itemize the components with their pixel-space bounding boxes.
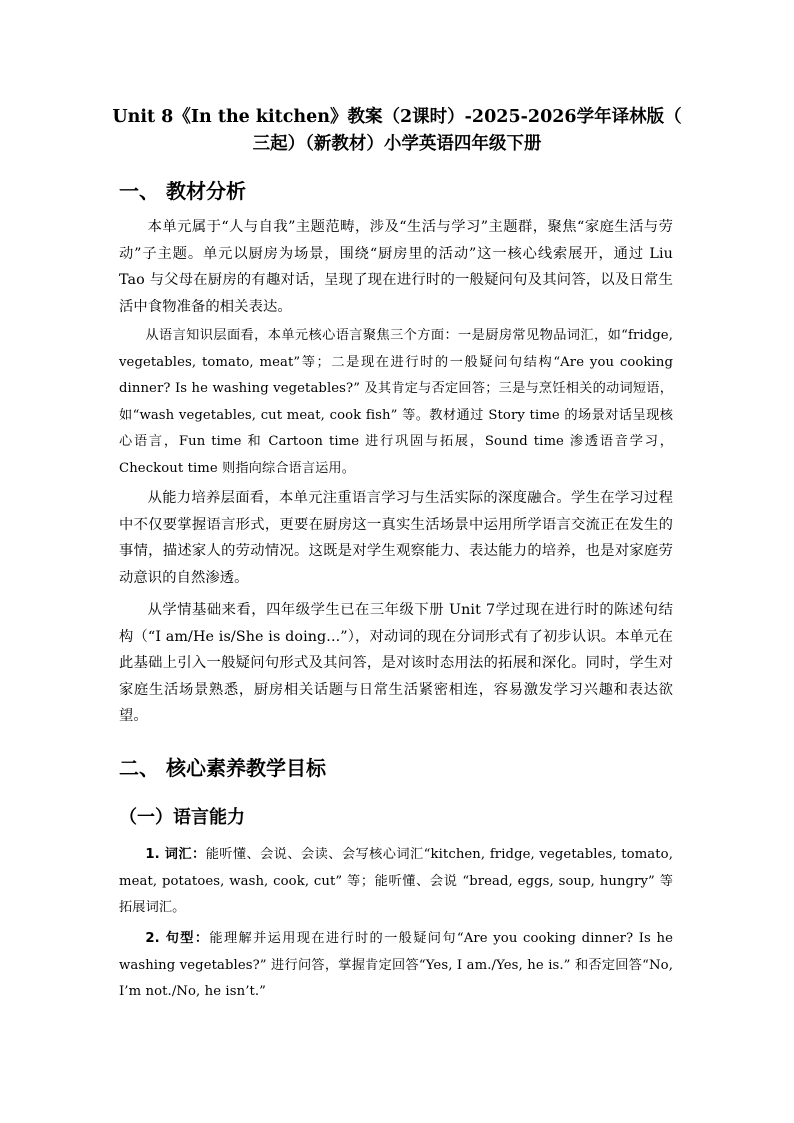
section-heading-analysis: 一、 教材分析	[119, 179, 246, 203]
objective-vocabulary	[119, 842, 673, 922]
objective-sentence-lead: 2. 句型：	[145, 931, 210, 946]
objective-sentence-patterns	[119, 926, 673, 1006]
title-line-1: Unit 8《In the kitchen》教案（2课时）-2025-2026学年译林版（	[112, 107, 682, 127]
subheading-language-ability: （一）语言能力	[119, 807, 245, 828]
paragraph-language-knowledge: 从语言知识层面看，本单元核心语言聚焦三个方面：一是厨房常见物品词汇，如“fridge, vegetables, tomato, meat”等；二是现在进行时的一般疑问句结构“Are you cooking dinner? Is he washing vegetables?” 及其肯定与否定回答；三是与烹饪相关的动词短语，如“wash vegetables, cut meat, cook fish” 等。教材通过 Story time 的场景对话呈现核心语言，Fun time 和 Cartoon time 进行巩固与拓展，Sound time 渗透语音学习，Checkout time 则指向综合语言运用。	[119, 328, 673, 476]
objective-vocabulary-text: 能听懂、会说、会读、会写核心词汇“kitchen, fridge, vegetables, tomato, meat, potatoes, wash, cook, cut” 等；能听懂、会说 “bread, eggs, soup, hungry” 等拓展词汇。	[119, 847, 673, 915]
paragraph-learner-basis: 从学情基础来看，四年级学生已在三年级下册 Unit 7学过现在进行时的陈述句结构（“I am/He is/She is doing...”），对动词的现在分词形式有了初步认识。本单元在此基础上引入一般疑问句形式及其问答，是对该时态用法的拓展和深化。同时，学生对家庭生活场景熟悉，厨房相关话题与日常生活紧密相连，容易激发学习兴趣和表达欲望。	[119, 602, 673, 724]
document-title	[110, 104, 684, 158]
paragraph-theme: 本单元属于“人与自我”主题范畴，涉及“生活与学习”主题群，聚焦“家庭生活与劳动”子主题。单元以厨房为场景，围绕“厨房里的活动”这一核心线索展开，通过 Liu Tao 与父母在厨房的有趣对话，呈现了现在进行时的一般疑问句及其问答，以及日常生活中食物准备的相关表达。	[119, 219, 673, 315]
paragraph-ability: 从能力培养层面看，本单元注重语言学习与生活实际的深度融合。学生在学习过程中不仅要掌握语言形式，更要在厨房这一真实生活场景中运用所学语言交流正在发生的事情，描述家人的劳动情况。这既是对学生观察能力、表达能力的培养，也是对家庭劳动意识的自然渗透。	[119, 490, 673, 586]
title-line-2: 三起）（新教材）小学英语四年级下册	[252, 134, 542, 154]
objective-sentence-text: 能理解并运用现在进行时的一般疑问句“Are you cooking dinner? Is he washing vegetables?” 进行问答，掌握肯定回答“Yes, I am./Yes, he is.” 和否定回答“No, I’m not./No, he isn’t.”	[119, 931, 673, 999]
section-heading-objectives: 二、 核心素养教学目标	[119, 756, 326, 780]
objective-vocabulary-lead: 1. 词汇：	[145, 847, 206, 862]
